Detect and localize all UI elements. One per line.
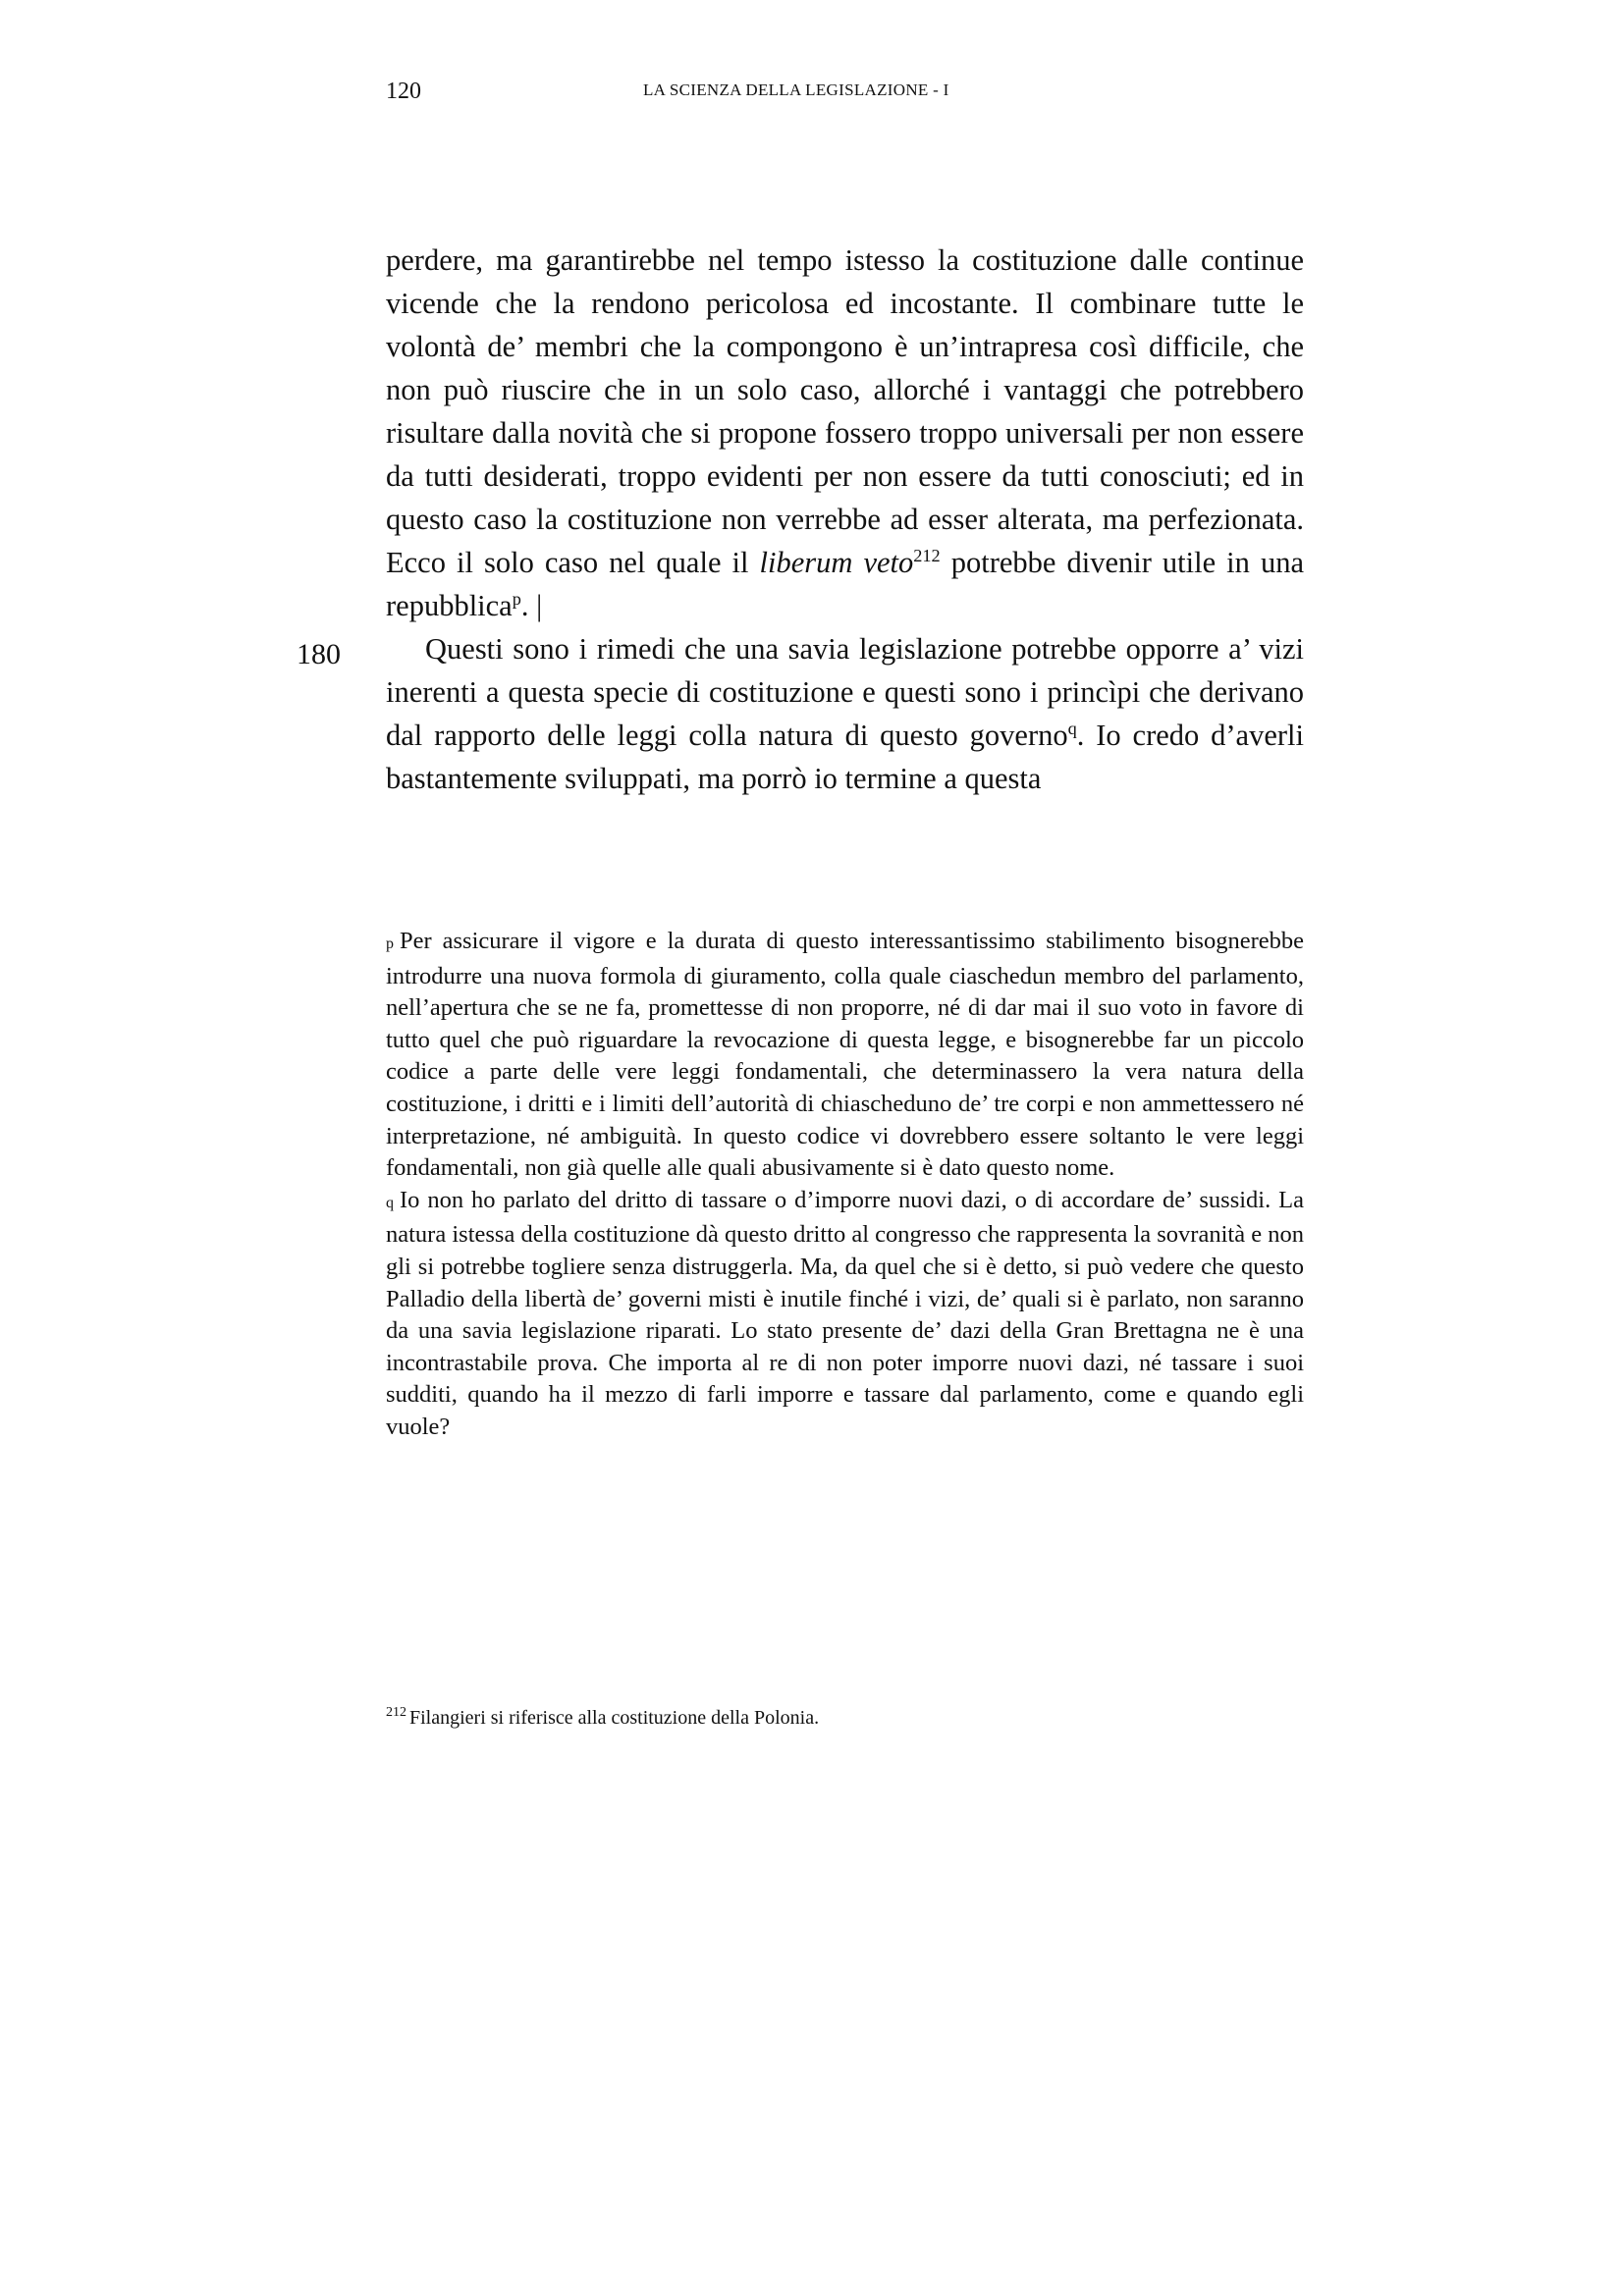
footnote-reference-p: p xyxy=(512,588,521,609)
editor-note-number: 212 xyxy=(386,1705,406,1721)
footnote-p xyxy=(386,926,1304,1185)
paragraph-1-end: . | xyxy=(520,589,543,622)
footnote-text: Io non ho parlato del dritto di tassare o d’imporre nuovi dazi, o di accordare de’ sussidi. La natura istessa della costituzione dà questo dritto al congresso che rappresenta la sovranità e non gli si potrebbe togliere senza distruggerla. Ma, da quel che si è detto, si può vedere che questo Palladio della libertà de’ governi misti è inutile finché i vizi, de’ quali si è parlato, non saranno da una savia legislazione riparati. Lo stato presente de’ dazi della Gran Brettagna ne è una incontrastabile prova. Che importa al re di non poter imporre nuovi dazi, né tassare i suoi sudditi, quando ha il mezzo di farli imporre e tassare dal parlamento, come e quando egli vuole? xyxy=(386,1186,1304,1440)
italic-term: liberum veto xyxy=(759,546,914,579)
author-footnotes xyxy=(386,926,1304,1444)
running-header: LA SCIENZA DELLA LEGISLAZIONE - I xyxy=(643,80,949,99)
paragraph-1-continuation: potrebbe divenir utile in una repubblica xyxy=(386,546,1304,622)
margin-page-reference: 180 xyxy=(297,638,341,670)
editor-note-text: Filangieri si riferisce alla costituzione della Polonia. xyxy=(409,1707,820,1729)
footnote-q xyxy=(386,1185,1304,1444)
footnote-reference-q: q xyxy=(1067,718,1077,738)
page-number: 120 xyxy=(386,79,421,104)
footnote-text: Per assicurare il vigore e la durata di questo interessantissimo stabilimento bisognerebbe introdurre una nuova formola di giuramento, colla quale ciaschedun membro del parlamento, nell’apertura che se ne fa, promettesse di non proporre, né di dar mai il suo voto in favore di tutto quel che può riguardare la revocazione di questa legge, e bisognerebbe far un piccolo codice a parte delle vere leggi fondamentali, che determinassero la vera natura della costituzione, i dritti e i limiti dell’autorità di chiascheduno de’ tre corpi e non ammettessero né interpretazione, né ambiguità. In questo codice vi dovrebbero essere soltanto le vere leggi fondamentali, non già quelle alle quali abusivamente si è dato questo nome. xyxy=(386,928,1304,1182)
main-text xyxy=(386,239,1304,800)
paragraph-2-text: Questi sono i rimedi che una savia legislazione potrebbe opporre a’ vizi inerenti a questa specie di costituzione e questi sono i princìpi che derivano dal rapporto delle leggi colla natura di questo governo xyxy=(386,632,1304,752)
editor-note-reference: 212 xyxy=(913,545,941,565)
footnote-marker: q xyxy=(386,1194,394,1211)
paragraph-2 xyxy=(386,627,1304,800)
paragraph-2-continuation: . Io credo d’averli bastantemente sviluppati, ma porrò io termine a questa xyxy=(386,719,1304,795)
paragraph-1 xyxy=(386,239,1304,627)
paragraph-1-text: perdere, ma garantirebbe nel tempo istesso la costituzione dalle continue vicende che la rendono pericolosa ed incostante. Il combinare tutte le volontà de’ membri che la compongono è un’intrapresa così difficile, che non può riuscire che in un solo caso, allorché i vantaggi che potrebbero risultare dalla novità che si propone fossero troppo universali per non essere da tutti desiderati, troppo evidenti per non essere da tutti conosciuti; ed in questo caso la costituzione non verrebbe ad esser alterata, ma perfezionata. Ecco il solo caso nel quale il xyxy=(386,243,1304,579)
editor-footnote xyxy=(386,1704,1304,1732)
footnote-marker: p xyxy=(386,935,394,952)
